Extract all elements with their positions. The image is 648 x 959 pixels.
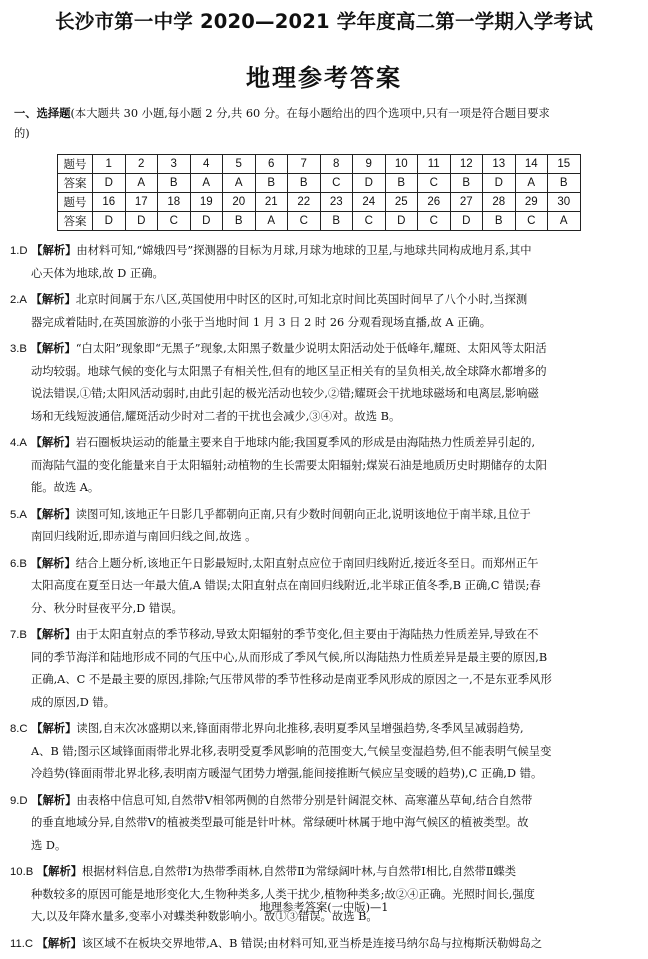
explanation-line [10, 718, 640, 741]
table-cell: 16 [93, 193, 126, 212]
explanation-line [10, 790, 640, 813]
table-cell: D [125, 212, 158, 231]
answer-table [57, 154, 581, 231]
analysis-tag: 【解析】 [36, 865, 83, 878]
row-header: 题号 [58, 193, 93, 212]
explanation-line [10, 240, 640, 263]
explanation-item [10, 861, 640, 929]
explanation-text: 读图可知,该地正午日影几乎都朝向正南,只有少数时间朝向正北,说明该地位于南半球,且位于 [75, 507, 531, 521]
explanation-text: 成的原因,D 错。 [31, 695, 116, 709]
explanation-line [10, 263, 640, 286]
explanation-line [10, 624, 640, 647]
table-cell: 21 [255, 193, 288, 212]
explanation-item [10, 240, 640, 285]
page-footer: 地理参考答案(一中版)—1 [259, 901, 389, 914]
question-number: 11.C [10, 937, 34, 950]
explanation-line [10, 933, 640, 956]
page-title: 地理参考答案 [246, 64, 402, 92]
table-cell: B [450, 174, 483, 193]
table-cell: 18 [158, 193, 191, 212]
table-cell: B [158, 174, 191, 193]
table-cell: 13 [483, 155, 516, 174]
explanation-text: 能。故选 A。 [31, 481, 100, 494]
question-number: 1.D [10, 245, 28, 257]
question-number: 8.C [10, 723, 28, 735]
explanation-line [10, 432, 640, 455]
explanation-line [10, 289, 640, 312]
table-cell: A [190, 174, 223, 193]
section-intro [14, 104, 636, 144]
explanation-text: 的垂直地域分异,自然带Ⅴ的植被类型最可能是针叶林。常绿硬叶林属于地中海气候区的植被类型。故 [31, 816, 529, 829]
explanation-text: 大,以及年降水量多,变率小对蝶类种数影响小。故①③错误。故选 B。 [31, 910, 378, 923]
table-cell: 30 [548, 193, 581, 212]
explanation-line [10, 835, 640, 858]
table-cell: C [320, 174, 353, 193]
table-cell: D [353, 174, 386, 193]
explanation-text: “白太阳”现象即“无黑子”现象,太阳黑子数量少说明太阳活动处于低峰年,耀斑、太阳风等太阳活 [75, 342, 547, 355]
explanation-item [10, 624, 640, 714]
explanation-text: 器完成着陆时,在英国旅游的小张于当地时间 1 月 3 日 2 时 26 分观看现场直播,故 A 正确。 [31, 315, 491, 329]
table-cell: 19 [190, 193, 223, 212]
table-cell: C [353, 212, 386, 231]
explanation-text: 读图,自末次冰盛期以来,锋面雨带北界向北推移,表明夏季风呈增强趋势,冬季风呈减弱趋势, [76, 722, 524, 735]
explanation-text: 选 D。 [31, 838, 67, 852]
explanation-line [10, 553, 640, 576]
explanation-text: 由材料可知,“嫦娥四号”探测器的目标为月球,月球为地球的卫星,与地球共同构成地月系,其中 [76, 244, 532, 257]
analysis-tag: 【解析】 [31, 793, 77, 807]
row-header: 题号 [58, 155, 93, 174]
table-cell: C [418, 174, 451, 193]
explanation-line [10, 598, 640, 621]
question-number: 3.B [10, 343, 27, 355]
table-cell: D [93, 174, 126, 193]
analysis-tag: 【解析】 [30, 342, 76, 355]
explanation-line [10, 861, 640, 884]
table-cell: B [385, 174, 418, 193]
question-number: 7.B [10, 629, 27, 641]
table-cell: C [158, 212, 191, 231]
explanation-text: 同的季节海洋和陆地形成不同的气压中心,从而形成了季风气候,所以海陆热力性质差异是最主要的原因,B [31, 650, 548, 664]
explanation-line [10, 669, 640, 692]
explanation-line [10, 526, 640, 549]
explanation-text: 该区域不在板块交界地带,A、B 错误;由材料可知,亚当桥是连接马纳尔岛与拉梅斯沃勒姆岛之 [81, 936, 543, 950]
explanation-text: 结合上题分析,该地正午日影最短时,太阳直射点应位于南回归线附近,接近冬至日。而郑州正午 [75, 556, 539, 570]
analysis-tag: 【解析】 [30, 628, 76, 641]
table-cell: 27 [450, 193, 483, 212]
table-cell: 5 [223, 155, 256, 174]
table-cell: 9 [353, 155, 386, 174]
table-cell: D [450, 212, 483, 231]
table-cell: 10 [385, 155, 418, 174]
table-cell: 22 [288, 193, 321, 212]
explanation-text: 南回归线附近,即赤道与南回归线之间,故选 。 [31, 530, 257, 543]
explanation-text: 动均较弱。地球气候的变化与太阳黑子有相关性,但有的地区呈正相关有的呈负相关,故全球降水都增多的 [31, 364, 547, 378]
table-cell: B [255, 174, 288, 193]
explanation-text: 正确,A、C 不是最主要的原因,排除;气压带风带的季节性移动是南亚季风形成的原因之一,不是东亚季风形 [31, 673, 552, 686]
answer-row [58, 174, 581, 193]
row-header: 答案 [58, 174, 93, 193]
row-header: 答案 [58, 212, 93, 231]
question-number: 2.A [10, 294, 27, 306]
answer-explanations [10, 240, 640, 959]
analysis-tag: 【解析】 [31, 244, 77, 257]
explanation-text: 由于太阳直射点的季节移动,导致太阳辐射的季节变化,但主要由于海陆热力性质差异,导致在不 [75, 628, 539, 641]
analysis-tag: 【解析】 [36, 936, 82, 950]
exam-title: 长沙市第一中学 2020—2021 学年度高二第一学期入学考试 [55, 10, 593, 33]
table-cell: 3 [158, 155, 191, 174]
explanation-item [10, 718, 640, 786]
explanation-line [10, 741, 640, 764]
question-number: 4.A [10, 437, 27, 449]
table-cell: A [255, 212, 288, 231]
table-cell: A [515, 174, 548, 193]
table-cell: 25 [385, 193, 418, 212]
table-cell: 6 [255, 155, 288, 174]
table-cell: 28 [483, 193, 516, 212]
explanation-item [10, 790, 640, 858]
explanation-item [10, 432, 640, 500]
explanation-line [10, 477, 640, 500]
table-cell: 4 [190, 155, 223, 174]
explanation-text: 由表格中信息可知,自然带Ⅴ相邻两侧的自然带分别是针阔混交林、高寒灌丛草甸,结合自然带 [76, 793, 533, 807]
table-cell: D [483, 174, 516, 193]
analysis-tag: 【解析】 [30, 556, 76, 570]
table-cell: 1 [93, 155, 126, 174]
explanation-line [10, 647, 640, 670]
explanation-line [10, 338, 640, 361]
table-cell: B [548, 174, 581, 193]
table-cell: B [288, 174, 321, 193]
explanation-item [10, 289, 640, 334]
explanation-text: 根据材料信息,自然带Ⅰ为热带季雨林,自然带Ⅱ为常绿阔叶林,与自然带Ⅰ相比,自然带Ⅱ蝶类 [82, 865, 517, 878]
table-cell: 23 [320, 193, 353, 212]
explanation-item [10, 504, 640, 549]
analysis-tag: 【解析】 [30, 293, 76, 306]
explanation-line [10, 312, 640, 335]
section-heading: 一、选择题 [14, 107, 71, 120]
table-cell: C [515, 212, 548, 231]
answer-row [58, 212, 581, 231]
explanation-item [10, 338, 640, 428]
table-cell: 24 [353, 193, 386, 212]
explanation-item [10, 553, 640, 621]
table-cell: 14 [515, 155, 548, 174]
table-cell: 17 [125, 193, 158, 212]
explanation-text: 心天体为地球,故 D 正确。 [31, 266, 164, 280]
explanation-text: 冷趋势(锋面雨带北界北移,表明南方暖湿气团势力增强,能间接推断气候应呈变暖的趋势),C 正确,D 错。 [31, 767, 543, 780]
table-cell: D [190, 212, 223, 231]
table-cell: 7 [288, 155, 321, 174]
table-cell: 20 [223, 193, 256, 212]
explanation-text: 岩石圈板块运动的能量主要来自于地球内能;我国夏季风的形成是由海陆热力性质差异引起的, [75, 436, 536, 449]
table-cell: C [418, 212, 451, 231]
table-cell: B [223, 212, 256, 231]
explanation-line [10, 504, 640, 527]
explanation-text: 北京时间属于东八区,英国使用中时区的区时,可知北京时间比英国时间早了八个小时,当探测 [75, 293, 528, 306]
explanation-line [10, 763, 640, 786]
explanation-item [10, 933, 640, 956]
question-number: 5.A [10, 508, 27, 521]
explanation-line [10, 361, 640, 384]
explanation-text: 而海陆气温的变化能量来自于太阳辐射;动植物的生长需要太阳辐射;煤炭石油是地质历史时期储存的太阳 [31, 458, 547, 472]
table-cell: B [483, 212, 516, 231]
question-number: 9.D [10, 794, 28, 807]
table-cell: 11 [418, 155, 451, 174]
table-cell: B [320, 212, 353, 231]
explanation-text: 说法错误,①错;太阳风活动弱时,由此引起的极光活动也较少,②错;耀斑会干扰地球磁场和电离层,影响磁 [31, 387, 539, 400]
explanation-line [10, 406, 640, 429]
table-cell: 2 [125, 155, 158, 174]
explanation-text: 场和无线短波通信,耀斑活动少时对二者的干扰也会减少,③④对。故选 B。 [31, 409, 401, 423]
question-number: 6.B [10, 557, 27, 570]
table-cell: 8 [320, 155, 353, 174]
question-number-row [58, 155, 581, 174]
explanation-line [10, 692, 640, 715]
explanation-text: A、B 错;图示区域锋面雨带北界北移,表明受夏季风影响的范围变大,气候呈变湿趋势,但不能表明气候呈变 [31, 744, 552, 758]
question-number: 10.B [10, 866, 34, 878]
analysis-tag: 【解析】 [30, 507, 76, 521]
explanation-line [10, 575, 640, 598]
explanation-line [10, 455, 640, 478]
table-cell: D [93, 212, 126, 231]
explanation-text: 太阳高度在夏至日达一年最大值,A 错误;太阳直射点在南回归线附近,北半球正值冬季,B 正确,C 错误;春 [31, 579, 541, 592]
explanation-line [10, 383, 640, 406]
explanation-text: 种数较多的原因可能是地形变化大,生物种类多,人类干扰少,植物种类多;故②④正确。光照时间长,强度 [31, 887, 535, 901]
section-description-end: 的) [14, 127, 30, 140]
table-cell: C [288, 212, 321, 231]
table-cell: 26 [418, 193, 451, 212]
table-cell: 12 [450, 155, 483, 174]
table-cell: 15 [548, 155, 581, 174]
explanation-line [10, 812, 640, 835]
analysis-tag: 【解析】 [31, 722, 77, 735]
table-cell: A [548, 212, 581, 231]
analysis-tag: 【解析】 [30, 436, 76, 449]
table-cell: A [223, 174, 256, 193]
explanation-text: 分、秋分时昼夜平分,D 错误。 [31, 601, 183, 615]
table-cell: D [385, 212, 418, 231]
table-cell: A [125, 174, 158, 193]
table-cell: 29 [515, 193, 548, 212]
question-number-row [58, 193, 581, 212]
section-description: (本大题共 30 小题,每小题 2 分,共 60 分。在每小题给出的四个选项中,只有一项是符合题目要求 [70, 107, 550, 120]
